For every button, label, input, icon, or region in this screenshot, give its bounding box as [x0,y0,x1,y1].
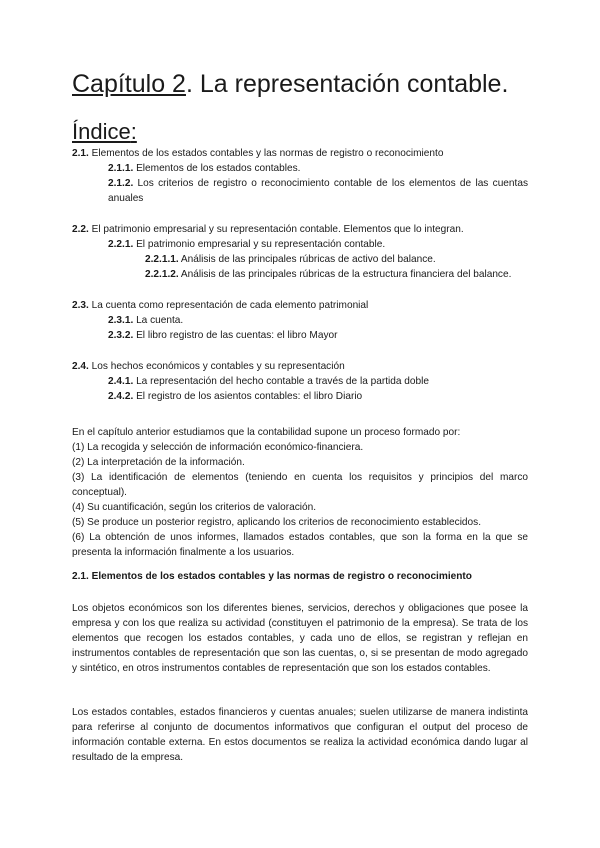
toc-number: 2.2.1.1. [145,254,179,265]
toc-text: El patrimonio empresarial y su representación contable. [133,239,386,250]
toc-number: 2.2. [72,224,89,235]
index-heading [72,119,137,145]
toc-number: 2.2.1. [108,239,134,250]
toc-item-2-2-1-2 [72,267,528,282]
index-heading-colon: : [130,119,137,144]
toc-text: La representación del hecho contable a través de la partida doble [133,376,429,387]
toc-text: Elementos de los estados contables. [133,163,301,174]
intro-block [72,425,528,560]
section-title: 2.1. Elementos de los estados contables y las normas de registro o reconocimiento [72,571,472,582]
toc-item-2-3-2 [72,328,528,343]
toc-item-2-4-1 [72,374,528,389]
toc-text: La cuenta como representación de cada elemento patrimonial [88,300,369,311]
toc-item-2-4-2 [72,389,528,404]
intro-item: (4) Su cuantificación, según los criterios de valoración. [72,502,317,513]
chapter-title: . La representación contable. [185,70,509,98]
toc-text: El registro de los asientos contables: el libro Diario [133,391,363,402]
toc-text: Los hechos económicos y contables y su representación [88,361,345,372]
toc-number: 2.1. [72,148,89,159]
toc-item-2-4 [72,359,528,374]
toc-number: 2.3.1. [108,315,134,326]
table-of-contents [72,146,528,404]
toc-item-2-2-1-1 [72,252,528,267]
intro-item: (5) Se produce un posterior registro, aplicando los criterios de reconocimiento establecidos. [72,517,482,528]
toc-item-2-2-1 [72,237,528,252]
toc-number: 2.2.1.2. [145,269,179,280]
toc-number: 2.1.1. [108,163,134,174]
toc-text: La cuenta. [133,315,184,326]
toc-item-2-3-1 [72,313,528,328]
intro-item: (3) La identificación de elementos (teniendo en cuenta los requisitos y principios del marco conceptual). [72,472,528,498]
toc-text: Análisis de las principales rúbricas de la estructura financiera del balance. [178,269,512,280]
toc-item-2-1-1 [72,161,528,176]
toc-number: 2.4.1. [108,376,134,387]
page-title [72,70,508,99]
toc-text: Los criterios de registro o reconocimiento contable de los elementos de las cuentas anuales [108,178,528,204]
intro-item: (1) La recogida y selección de información económico-financiera. [72,442,364,453]
toc-item-2-1 [72,146,528,161]
toc-number: 2.3. [72,300,89,311]
toc-text: Elementos de los estados contables y las normas de registro o reconocimiento [88,148,444,159]
toc-number: 2.4. [72,361,89,372]
toc-number: 2.4.2. [108,391,134,402]
intro-lead: En el capítulo anterior estudiamos que la contabilidad supone un proceso formado por: [72,427,461,438]
section-paragraph: Los objetos económicos son los diferentes bienes, servicios, derechos y obligaciones que posee la empresa y con los que realiza su actividad (constituyen el patrimonio de la empresa). Se trata de los elementos que recogen los estados contables, y cada uno de ellos, se registran y reflejan en instrumentos contables de representación que son las cuentas, o, si se presentan de modo agregado y sintético, en otros instrumentos contables de representación que son los estados contables. [72,603,528,674]
toc-number: 2.1.2. [108,178,134,189]
toc-item-2-2 [72,222,528,237]
intro-item: (2) La interpretación de la información. [72,457,245,468]
index-heading-text: Índice [72,119,131,144]
toc-text: El patrimonio empresarial y su representación contable. Elementos que lo integran. [88,224,464,235]
toc-item-2-3 [72,298,528,313]
toc-number: 2.3.2. [108,330,134,341]
chapter-number: Capítulo 2 [72,70,186,98]
toc-item-2-1-2 [72,176,528,206]
toc-text: El libro registro de las cuentas: el libro Mayor [133,330,338,341]
section-paragraph: Los estados contables, estados financieros y cuentas anuales; suelen utilizarse de manera indistinta para referirse al conjunto de documentos informativos que configuran el output del proceso de información contable externa. En estos documentos se realiza la actividad económica dando lugar al resultado de la empresa. [72,707,528,763]
intro-item: (6) La obtención de unos informes, llamados estados contables, que son la forma en la que se presenta la información finalmente a los usuarios. [72,532,528,558]
toc-text: Análisis de las principales rúbricas de activo del balance. [178,254,436,265]
